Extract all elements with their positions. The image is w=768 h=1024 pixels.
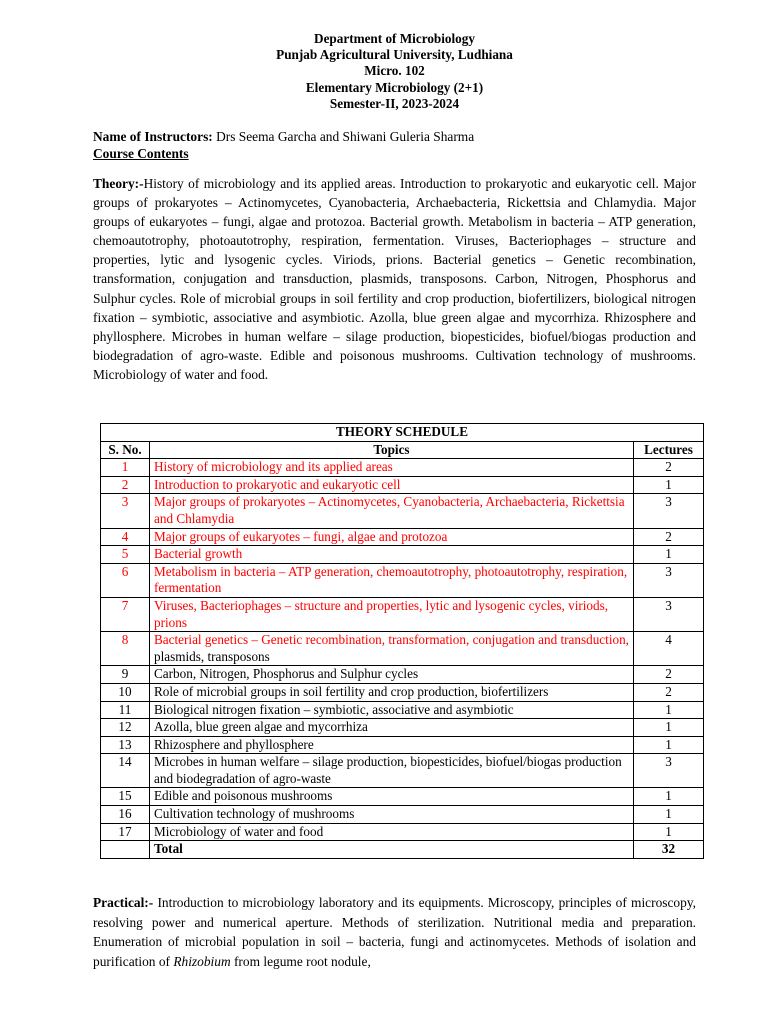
table-row [101,666,704,684]
theory-schedule-table [100,423,704,859]
course-title: Elementary Microbiology (2+1) [305,79,484,95]
row-lectures: 1 [634,823,704,841]
row-lectures: 2 [634,683,704,701]
row-topic [150,494,634,528]
row-topic-text: Azolla, blue green algae and mycorrhiza [154,719,368,735]
row-topic-text: Introduction to prokaryotic and eukaryotic cell [154,476,401,492]
row-topic [150,754,634,788]
row-topic [150,597,634,631]
row-lectures: 1 [634,476,704,494]
row-topic [150,563,634,597]
row-topic [150,632,634,666]
row-topic-text: Carbon, Nitrogen, Phosphorus and Sulphur cycles [154,666,419,682]
row-lectures: 1 [634,701,704,719]
document-header [93,31,696,112]
row-sno: 1 [101,459,150,477]
row-topic [150,528,634,546]
practical-italic-term: Rhizobium [173,953,231,969]
row-topic [150,806,634,824]
row-topic-text: History of microbiology and its applied areas [154,459,393,475]
row-sno: 14 [101,754,150,788]
table-row [101,701,704,719]
instructors-label: Name of Instructors: [93,129,213,145]
schedule-total-row [101,841,704,859]
row-topic [150,788,634,806]
row-sno: 9 [101,666,150,684]
row-lectures: 4 [634,632,704,666]
row-sno: 4 [101,528,150,546]
row-topic-text: Major groups of eukaryotes – fungi, algae and protozoa [154,528,448,544]
course-contents-heading: Course Contents [93,146,189,162]
header-lectures: Lectures [634,441,704,459]
row-topic-text: Role of microbial groups in soil fertility and crop production, biofertilizers [154,683,549,699]
schedule-title: THEORY SCHEDULE [101,424,704,442]
schedule-body [101,459,704,841]
table-row [101,719,704,737]
semester: Semester-II, 2023-2024 [329,95,460,111]
row-lectures: 2 [634,528,704,546]
row-sno: 17 [101,823,150,841]
course-code: Micro. 102 [364,63,425,79]
row-topic-text: Metabolism in bacteria – ATP generation, chemoautotrophy, photoautotrophy, respiration, fermentation [154,563,628,596]
table-row [101,476,704,494]
practical-text-before: Introduction to microbiology laboratory and its equipments. Microscopy, principles of microscopy, resolving power and numerical aperture. Methods of sterilization. Nutritional media and preparation. Enumeration of microbial population in soil – bacteria, fungi and actinomycetes. Methods of isolation and purification of [93,895,696,969]
row-lectures: 3 [634,563,704,597]
schedule-title-row [101,424,704,442]
row-sno: 6 [101,563,150,597]
row-lectures: 2 [634,459,704,477]
table-row [101,754,704,788]
table-row [101,494,704,528]
row-topic [150,683,634,701]
total-value: 32 [634,841,704,859]
row-lectures: 3 [634,597,704,631]
row-topic [150,701,634,719]
theory-text: History of microbiology and its applied areas. Introduction to prokaryotic and eukaryotic cell. Major groups of prokaryotes – Actinomycetes, Cyanobacteria, Archaebacteria, Rickettsia and Chlamydia. Major groups of eukaryotes – fungi, algae and protozoa. Bacterial growth. Metabolism in bacteria – ATP generation, chemoautotrophy, photoautotrophy, respiration, fermentation. Viruses, Bacteriophages – structure and properties, lytic and lysogenic cycles. Viriods, prions. Bacterial genetics – Genetic recombination, transformation, conjugation and transduction, plasmids, transposons. Carbon, Nitrogen, Phosphorus and Sulphur cycles. Role of microbial groups in soil fertility and crop production, biofertilizers, biological nitrogen fixation – symbiotic, associative and asymbiotic. Azolla, blue green algae and mycorrhiza. Rhizosphere and phyllosphere. Microbes in human welfare – silage production, biopesticides, biofuel/biogas production and biodegradation of agro-waste. Edible and poisonous mushrooms. Cultivation technology of mushrooms. Microbiology of water and food. [93,176,696,382]
table-row [101,546,704,564]
row-sno: 3 [101,494,150,528]
row-topic [150,459,634,477]
row-lectures: 1 [634,736,704,754]
row-sno: 12 [101,719,150,737]
row-topic-text: Microbes in human welfare – silage production, biopesticides, biofuel/biogas production and biodegradation of agro-waste [154,754,622,786]
table-row [101,736,704,754]
university-name: Punjab Agricultural University, Ludhiana [276,47,513,63]
row-sno: 13 [101,736,150,754]
row-topic [150,736,634,754]
row-lectures: 1 [634,806,704,824]
theory-paragraph [93,174,696,384]
table-row [101,459,704,477]
table-row [101,528,704,546]
row-topic-text: Edible and poisonous mushrooms [154,788,333,804]
row-topic-text: Cultivation technology of mushrooms [154,806,355,822]
row-topic [150,823,634,841]
instructors-names: Drs Seema Garcha and Shiwani Guleria Sharma [212,129,475,145]
table-row [101,632,704,666]
row-lectures: 1 [634,546,704,564]
theory-label: Theory:- [93,176,144,192]
row-topic [150,476,634,494]
row-sno: 5 [101,546,150,564]
row-lectures: 3 [634,494,704,528]
practical-text-after: from legume root nodule, [230,953,371,969]
row-sno: 16 [101,806,150,824]
total-empty-cell [101,841,150,859]
row-topic-text: Viruses, Bacteriophages – structure and properties, lytic and lysogenic cycles, viriods, prions [154,597,609,630]
row-sno: 15 [101,788,150,806]
row-topic-text: Biological nitrogen fixation – symbiotic, associative and asymbiotic [154,701,514,717]
table-row [101,823,704,841]
row-topic-text: Rhizosphere and phyllosphere [154,736,314,752]
table-row [101,563,704,597]
instructors-line [93,128,696,145]
row-sno: 8 [101,632,150,666]
row-lectures: 2 [634,666,704,684]
row-sno: 7 [101,597,150,631]
row-lectures: 1 [634,719,704,737]
table-row [101,806,704,824]
table-row [101,788,704,806]
practical-paragraph [93,893,696,971]
row-topic-tail: plasmids, transposons [154,648,270,664]
row-lectures: 3 [634,754,704,788]
schedule-header-row [101,441,704,459]
row-lectures: 1 [634,788,704,806]
table-row [101,597,704,631]
document-page [93,31,696,384]
row-sno: 11 [101,701,150,719]
row-sno: 2 [101,476,150,494]
total-label: Total [150,841,634,859]
row-topic-text: Bacterial growth [154,546,243,562]
header-sno: S. No. [101,441,150,459]
practical-label: Practical:- [93,895,154,910]
row-topic [150,666,634,684]
row-sno: 10 [101,683,150,701]
row-topic [150,719,634,737]
row-topic-text: Bacterial genetics – Genetic recombination, transformation, conjugation and transduction, [154,632,629,648]
table-row [101,683,704,701]
row-topic-text: Microbiology of water and food [154,823,324,839]
row-topic-text: Major groups of prokaryotes – Actinomycetes, Cyanobacteria, Archaebacteria, Rickettsia and Chlamydia [154,494,625,526]
department-name: Department of Microbiology [314,31,475,46]
row-topic [150,546,634,564]
header-topics: Topics [150,441,634,459]
